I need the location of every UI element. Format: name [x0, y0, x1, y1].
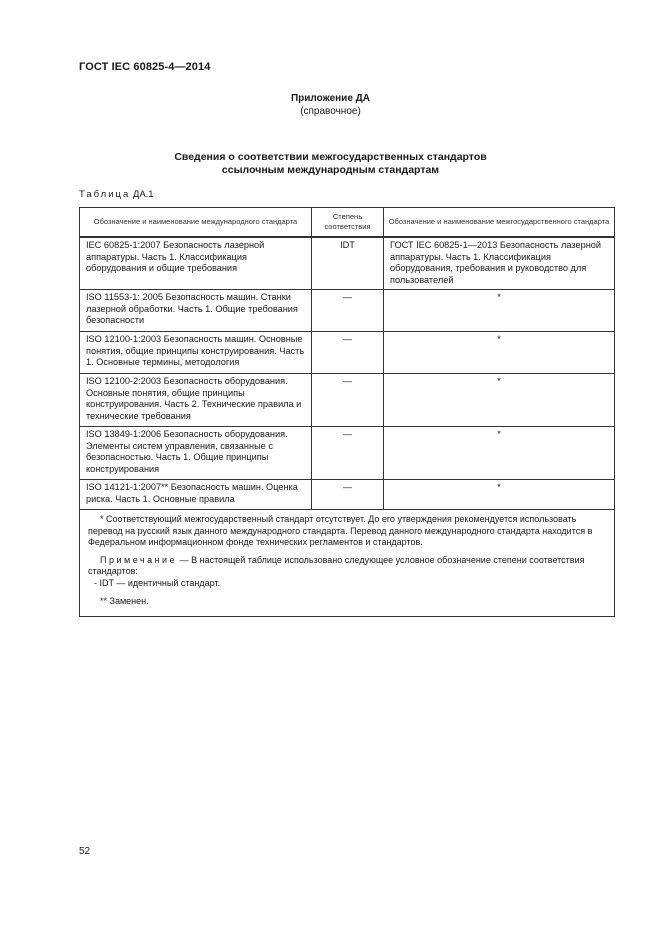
footnote-double-star: ** Заменен. — [100, 596, 149, 606]
table-row — [80, 480, 615, 510]
cell-interstate: ГОСТ IEC 60825-1—2013 Безопасность лазерной аппаратуры. Часть 1. Классификация оборудования, требования и руководство для пользователей — [384, 237, 615, 290]
annex-subtitle: (справочное) — [300, 106, 361, 117]
table-row — [80, 290, 615, 332]
cell-degree: IDT — [312, 237, 384, 290]
section-title-line-2: ссылочным международным стандартам — [221, 164, 440, 176]
table-caption-word: Таблица — [79, 189, 131, 200]
cell-degree: — — [312, 480, 384, 510]
table-row — [80, 237, 615, 290]
cell-international: ISO 11553-1: 2005 Безопасность машин. Станки лазерной обработки. Часть 1. Общие требования безопасности — [80, 290, 312, 332]
column-header-degree: Степень соответствия — [312, 208, 384, 238]
table-row — [80, 374, 615, 427]
annex-heading — [0, 92, 661, 118]
cell-interstate: * — [384, 332, 615, 374]
table-caption-number: ДА.1 — [132, 189, 154, 200]
table-note — [88, 555, 608, 578]
cell-international: ISO 13849-1:2006 Безопасность оборудования. Элементы систем управления, связанные с безопасностью. Часть 1. Общие принципы конструирования — [80, 427, 312, 480]
table-footnotes-row — [80, 510, 615, 617]
column-header-interstate: Обозначение и наименование межгосударственного стандарта — [384, 208, 615, 238]
note-text: — В настоящей таблице использовано следующее условное обозначение степени соответствия стандартов: — [88, 554, 585, 576]
cell-interstate: * — [384, 480, 615, 510]
cell-international: IEC 60825-1:2007 Безопасность лазерной аппаратуры. Часть 1. Классификация оборудования и общие требования — [80, 237, 312, 290]
cell-degree: — — [312, 374, 384, 427]
cell-interstate: * — [384, 290, 615, 332]
section-title-line-1: Сведения о соответствии межгосударственных стандартов — [174, 151, 487, 163]
cell-interstate: * — [384, 374, 615, 427]
section-title — [0, 151, 661, 177]
page-number: 52 — [79, 846, 91, 857]
table-row — [80, 427, 615, 480]
document-header: ГОСТ IEC 60825-4—2014 — [79, 61, 211, 73]
table-header-row — [80, 208, 615, 238]
cell-international: ISO 12100-1:2003 Безопасность машин. Основные понятия, общие принципы конструирования. Часть 1. Основные термины, методология — [80, 332, 312, 374]
footnote-star: * Соответствующий межгосударственный стандарт отсутствует. До его утверждения рекомендуется использовать перевод на русский язык данного международного стандарта. Перевод данного международного стандарта находится в Федеральном информационном фонде технических регламентов и стандартов. — [88, 514, 593, 547]
cell-degree: — — [312, 427, 384, 480]
cell-international: ISO 14121-1:2007** Безопасность машин. Оценка риска. Часть 1. Основные правила — [80, 480, 312, 510]
table-row — [80, 332, 615, 374]
annex-title: Приложение ДА — [290, 93, 371, 104]
table-caption — [79, 189, 154, 200]
cell-international: ISO 12100-2:2003 Безопасность оборудования. Основные понятия, общие принципы конструирования. Часть 2. Технические правила и технические требования — [80, 374, 312, 427]
cell-degree: — — [312, 332, 384, 374]
correspondence-table — [79, 207, 615, 617]
cell-degree: — — [312, 290, 384, 332]
column-header-international: Обозначение и наименование международного стандарта — [80, 208, 312, 238]
table-footnotes — [80, 510, 615, 617]
note-item: - IDT — идентичный стандарт. — [94, 577, 221, 588]
note-label: Примечание — [100, 554, 178, 565]
cell-interstate: * — [384, 427, 615, 480]
